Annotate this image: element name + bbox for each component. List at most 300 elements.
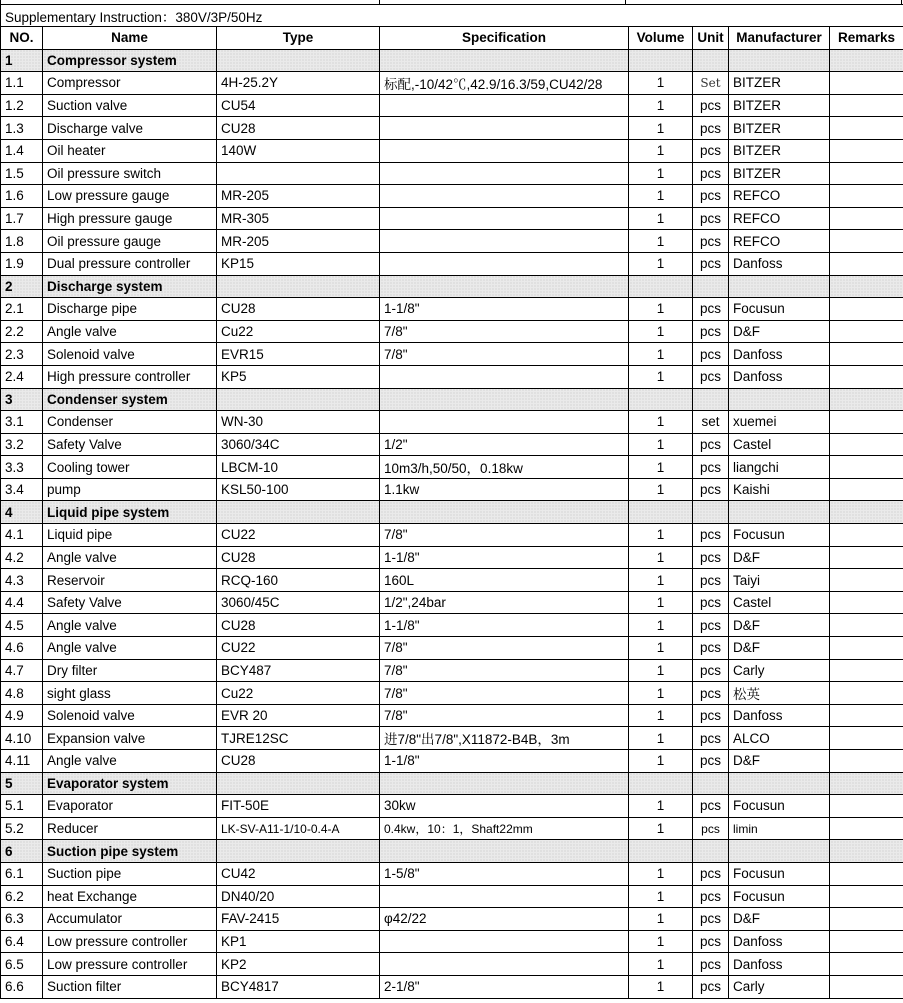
column-header-remarks: Remarks [830,27,903,50]
section-empty-cell [693,388,729,411]
cell-specification [380,207,629,230]
cell-volume: 1 [629,591,693,614]
cell-remarks [830,411,903,434]
cell-name: Compressor [43,72,217,95]
cell-volume: 1 [629,139,693,162]
cell-remarks [830,230,903,253]
cell-name: Solenoid valve [43,343,217,366]
section-row [1,388,903,411]
cell-unit: pcs [693,885,729,908]
cell-unit: pcs [693,320,729,343]
section-empty-cell [729,772,830,795]
cell-volume: 1 [629,117,693,140]
cell-remarks [830,456,903,479]
cell-manufacturer: Focusun [729,524,830,547]
cell-no: 5.1 [1,795,43,818]
cell-manufacturer: Carly [729,659,830,682]
cell-volume: 1 [629,252,693,275]
section-empty-cell [693,275,729,298]
section-empty-cell [729,388,830,411]
cell-unit: pcs [693,94,729,117]
cell-remarks [830,343,903,366]
cell-no: 1.2 [1,94,43,117]
section-row [1,501,903,524]
cell-volume: 1 [629,72,693,95]
cell-volume: 1 [629,411,693,434]
cell-name: Evaporator [43,795,217,818]
cell-name: Angle valve [43,320,217,343]
section-empty-cell [380,49,629,72]
table-row [1,94,903,117]
cell-manufacturer: Castel [729,591,830,614]
cell-manufacturer: limin [729,817,830,840]
cell-remarks [830,908,903,931]
cell-no: 2.2 [1,320,43,343]
cell-manufacturer: D&F [729,320,830,343]
cell-no: 4.2 [1,546,43,569]
cell-specification [380,185,629,208]
cell-type: 3060/45C [217,591,380,614]
cell-no: 4.1 [1,524,43,547]
cell-remarks [830,298,903,321]
cell-type: 140W [217,139,380,162]
cell-specification [380,365,629,388]
section-empty-cell [629,772,693,795]
cell-name: High pressure controller [43,365,217,388]
cell-no: 6.1 [1,862,43,885]
cell-no: 3.4 [1,478,43,501]
cell-name: Liquid pipe [43,524,217,547]
section-number: 2 [1,275,43,298]
cell-name: Reducer [43,817,217,840]
section-empty-cell [729,49,830,72]
cell-no: 1.6 [1,185,43,208]
section-empty-cell [693,772,729,795]
table-row [1,365,903,388]
cell-specification [380,230,629,253]
cell-manufacturer: Kaishi [729,478,830,501]
cell-unit: pcs [693,252,729,275]
cell-no: 6.4 [1,930,43,953]
cell-manufacturer: D&F [729,908,830,931]
cell-type: CU22 [217,524,380,547]
cell-remarks [830,817,903,840]
cell-remarks [830,72,903,95]
cell-volume: 1 [629,456,693,479]
table-row [1,117,903,140]
cell-remarks [830,637,903,660]
cell-volume: 1 [629,862,693,885]
table-row [1,162,903,185]
cell-specification: 7/8" [380,524,629,547]
cell-volume: 1 [629,207,693,230]
section-empty-cell [380,501,629,524]
cell-manufacturer: BITZER [729,94,830,117]
cell-specification: 1-5/8" [380,862,629,885]
cell-name: heat Exchange [43,885,217,908]
cell-volume: 1 [629,569,693,592]
cell-type: MR-205 [217,185,380,208]
cell-remarks [830,546,903,569]
cell-type: MR-305 [217,207,380,230]
column-header-specification: Specification [380,27,629,50]
cell-unit: pcs [693,975,729,998]
section-empty-cell [830,840,903,863]
cell-remarks [830,433,903,456]
cell-no: 2.3 [1,343,43,366]
cell-unit: pcs [693,207,729,230]
cell-no: 1.4 [1,139,43,162]
cell-specification: 1.1kw [380,478,629,501]
cell-volume: 1 [629,320,693,343]
section-title: Condenser system [43,388,217,411]
cell-name: Suction pipe [43,862,217,885]
section-empty-cell [693,49,729,72]
cell-type: FAV-2415 [217,908,380,931]
table-row [1,614,903,637]
section-empty-cell [830,388,903,411]
cell-specification: 7/8" [380,637,629,660]
cell-specification: φ42/22 [380,908,629,931]
cell-specification [380,930,629,953]
cell-remarks [830,117,903,140]
cell-unit: pcs [693,614,729,637]
cell-volume: 1 [629,704,693,727]
cell-type: TJRE12SC [217,727,380,750]
cell-remarks [830,930,903,953]
cell-specification: 7/8" [380,704,629,727]
cell-type: CU54 [217,94,380,117]
cell-manufacturer: Danfoss [729,365,830,388]
column-header-type: Type [217,27,380,50]
cell-specification: 7/8" [380,659,629,682]
cell-no: 1.8 [1,230,43,253]
section-empty-cell [729,501,830,524]
cell-manufacturer: Danfoss [729,930,830,953]
section-empty-cell [380,388,629,411]
equipment-table [0,4,903,999]
cell-specification [380,94,629,117]
cell-manufacturer: Focusun [729,862,830,885]
cell-unit: pcs [693,546,729,569]
cell-no: 6.3 [1,908,43,931]
cell-volume: 1 [629,433,693,456]
table-row [1,546,903,569]
table-row [1,207,903,230]
cell-unit: pcs [693,908,729,931]
cell-name: Oil heater [43,139,217,162]
cell-unit: pcs [693,637,729,660]
cell-unit: Set [693,72,729,95]
cell-type: EVR 20 [217,704,380,727]
cell-name: High pressure gauge [43,207,217,230]
cell-remarks [830,862,903,885]
cell-type: 3060/34C [217,433,380,456]
cell-specification [380,252,629,275]
cell-remarks [830,704,903,727]
section-empty-cell [830,49,903,72]
section-empty-cell [380,840,629,863]
section-empty-cell [380,772,629,795]
section-empty-cell [629,49,693,72]
section-empty-cell [830,275,903,298]
cell-unit: pcs [693,365,729,388]
cell-no: 4.6 [1,637,43,660]
cell-volume: 1 [629,343,693,366]
cell-type: BCY4817 [217,975,380,998]
section-row [1,772,903,795]
table-row [1,72,903,95]
cell-remarks [830,795,903,818]
cell-name: pump [43,478,217,501]
cell-remarks [830,975,903,998]
cell-no: 4.7 [1,659,43,682]
cell-volume: 1 [629,365,693,388]
cell-manufacturer: REFCO [729,230,830,253]
cell-specification [380,411,629,434]
section-number: 4 [1,501,43,524]
cell-manufacturer: ALCO [729,727,830,750]
cell-remarks [830,94,903,117]
cell-type: FIT-50E [217,795,380,818]
cell-manufacturer: D&F [729,546,830,569]
cell-type: EVR15 [217,343,380,366]
section-empty-cell [217,501,380,524]
cell-type: KP5 [217,365,380,388]
cell-name: Oil pressure gauge [43,230,217,253]
section-number: 5 [1,772,43,795]
table-row [1,456,903,479]
section-title: Suction pipe system [43,840,217,863]
cell-specification: 10m3/h,50/50，0.18kw [380,456,629,479]
cell-name: Oil pressure switch [43,162,217,185]
cell-remarks [830,682,903,705]
cell-no: 4.4 [1,591,43,614]
table-row [1,343,903,366]
cell-type: RCQ-160 [217,569,380,592]
cell-name: Dual pressure controller [43,252,217,275]
cell-volume: 1 [629,298,693,321]
cell-unit: pcs [693,117,729,140]
cell-type: CU28 [217,117,380,140]
section-empty-cell [729,275,830,298]
cell-name: Safety Valve [43,591,217,614]
table-row [1,524,903,547]
cell-specification: 30kw [380,795,629,818]
cell-name: Discharge pipe [43,298,217,321]
section-empty-cell [830,772,903,795]
cell-manufacturer: Danfoss [729,704,830,727]
cell-no: 3.1 [1,411,43,434]
cell-remarks [830,365,903,388]
cell-no: 5.2 [1,817,43,840]
cell-remarks [830,953,903,976]
cell-specification: 1-1/8" [380,750,629,773]
cell-name: Suction valve [43,94,217,117]
table-row [1,682,903,705]
cell-remarks [830,659,903,682]
cell-unit: pcs [693,230,729,253]
cell-unit: pcs [693,817,729,840]
column-header-row [1,27,903,50]
section-empty-cell [693,840,729,863]
cell-manufacturer: BITZER [729,139,830,162]
cell-name: Solenoid valve [43,704,217,727]
cell-type: DN40/20 [217,885,380,908]
cell-unit: pcs [693,162,729,185]
table-row [1,139,903,162]
cell-type: Cu22 [217,682,380,705]
cell-specification [380,885,629,908]
section-title: Liquid pipe system [43,501,217,524]
cell-volume: 1 [629,908,693,931]
cell-unit: pcs [693,953,729,976]
cell-name: sight glass [43,682,217,705]
cell-specification: 7/8" [380,343,629,366]
cell-no: 1.5 [1,162,43,185]
cell-volume: 1 [629,659,693,682]
cell-no: 4.5 [1,614,43,637]
section-title: Evaporator system [43,772,217,795]
cell-manufacturer: Focusun [729,795,830,818]
cell-volume: 1 [629,953,693,976]
cell-name: Low pressure controller [43,953,217,976]
table-row [1,320,903,343]
cell-specification: 1-1/8" [380,298,629,321]
cell-name: Condenser [43,411,217,434]
cell-unit: pcs [693,433,729,456]
cell-no: 6.6 [1,975,43,998]
table-row [1,230,903,253]
cell-no: 4.10 [1,727,43,750]
cell-volume: 1 [629,546,693,569]
cell-volume: 1 [629,795,693,818]
cell-manufacturer: REFCO [729,207,830,230]
table-row [1,975,903,998]
cell-manufacturer: BITZER [729,72,830,95]
cell-no: 1.9 [1,252,43,275]
cell-type: WN-30 [217,411,380,434]
cell-name: Cooling tower [43,456,217,479]
cell-name: Expansion valve [43,727,217,750]
section-empty-cell [217,275,380,298]
cell-name: Angle valve [43,546,217,569]
cell-unit: pcs [693,704,729,727]
cell-remarks [830,524,903,547]
cell-manufacturer: Focusun [729,885,830,908]
section-empty-cell [380,275,629,298]
cell-specification: 进7/8"出7/8",X11872-B4B，3m [380,727,629,750]
cell-type: Cu22 [217,320,380,343]
cell-no: 1.1 [1,72,43,95]
cell-type: KP15 [217,252,380,275]
cell-specification [380,953,629,976]
cell-no: 4.9 [1,704,43,727]
cell-type [217,162,380,185]
cell-name: Suction filter [43,975,217,998]
section-title: Compressor system [43,49,217,72]
cell-specification: 2-1/8" [380,975,629,998]
cell-remarks [830,207,903,230]
cell-remarks [830,185,903,208]
cell-volume: 1 [629,524,693,547]
column-header-no: NO. [1,27,43,50]
cell-specification [380,117,629,140]
cell-manufacturer: BITZER [729,162,830,185]
cell-name: Accumulator [43,908,217,931]
column-header-unit: Unit [693,27,729,50]
section-empty-cell [729,840,830,863]
cell-unit: pcs [693,750,729,773]
cell-name: Safety Valve [43,433,217,456]
section-empty-cell [629,501,693,524]
cell-no: 6.5 [1,953,43,976]
table-row [1,298,903,321]
cell-type: CU42 [217,862,380,885]
table-row [1,750,903,773]
cell-manufacturer: D&F [729,614,830,637]
cell-remarks [830,569,903,592]
cell-type: CU28 [217,298,380,321]
cell-specification: 1-1/8" [380,546,629,569]
table-row [1,569,903,592]
section-row [1,275,903,298]
cell-manufacturer: Taiyi [729,569,830,592]
section-empty-cell [629,840,693,863]
cell-unit: pcs [693,569,729,592]
cell-volume: 1 [629,230,693,253]
section-empty-cell [629,275,693,298]
table-row [1,953,903,976]
table-row [1,433,903,456]
table-row [1,478,903,501]
cell-unit: pcs [693,659,729,682]
cell-specification: 7/8" [380,320,629,343]
table-row [1,185,903,208]
cell-volume: 1 [629,637,693,660]
cell-unit: pcs [693,591,729,614]
cell-specification: 标配,-10/42℃,42.9/16.3/59,CU42/28 [380,72,629,95]
cell-unit: pcs [693,727,729,750]
cell-no: 3.2 [1,433,43,456]
cell-manufacturer: Castel [729,433,830,456]
section-number: 6 [1,840,43,863]
cell-specification [380,162,629,185]
cell-name: Discharge valve [43,117,217,140]
supplementary-instruction: Supplementary Instruction：380V/3P/50Hz [1,5,903,27]
cell-manufacturer: 松英 [729,682,830,705]
cell-name: Angle valve [43,750,217,773]
cell-volume: 1 [629,682,693,705]
section-empty-cell [693,501,729,524]
cell-remarks [830,139,903,162]
cell-unit: pcs [693,456,729,479]
cell-volume: 1 [629,94,693,117]
cell-unit: pcs [693,862,729,885]
cell-unit: pcs [693,795,729,818]
section-title: Discharge system [43,275,217,298]
table-row [1,727,903,750]
column-header-name: Name [43,27,217,50]
cell-manufacturer: Carly [729,975,830,998]
cell-no: 1.7 [1,207,43,230]
table-row [1,862,903,885]
section-empty-cell [217,49,380,72]
cell-volume: 1 [629,750,693,773]
cell-unit: pcs [693,185,729,208]
cell-name: Dry filter [43,659,217,682]
cell-specification: 1-1/8" [380,614,629,637]
